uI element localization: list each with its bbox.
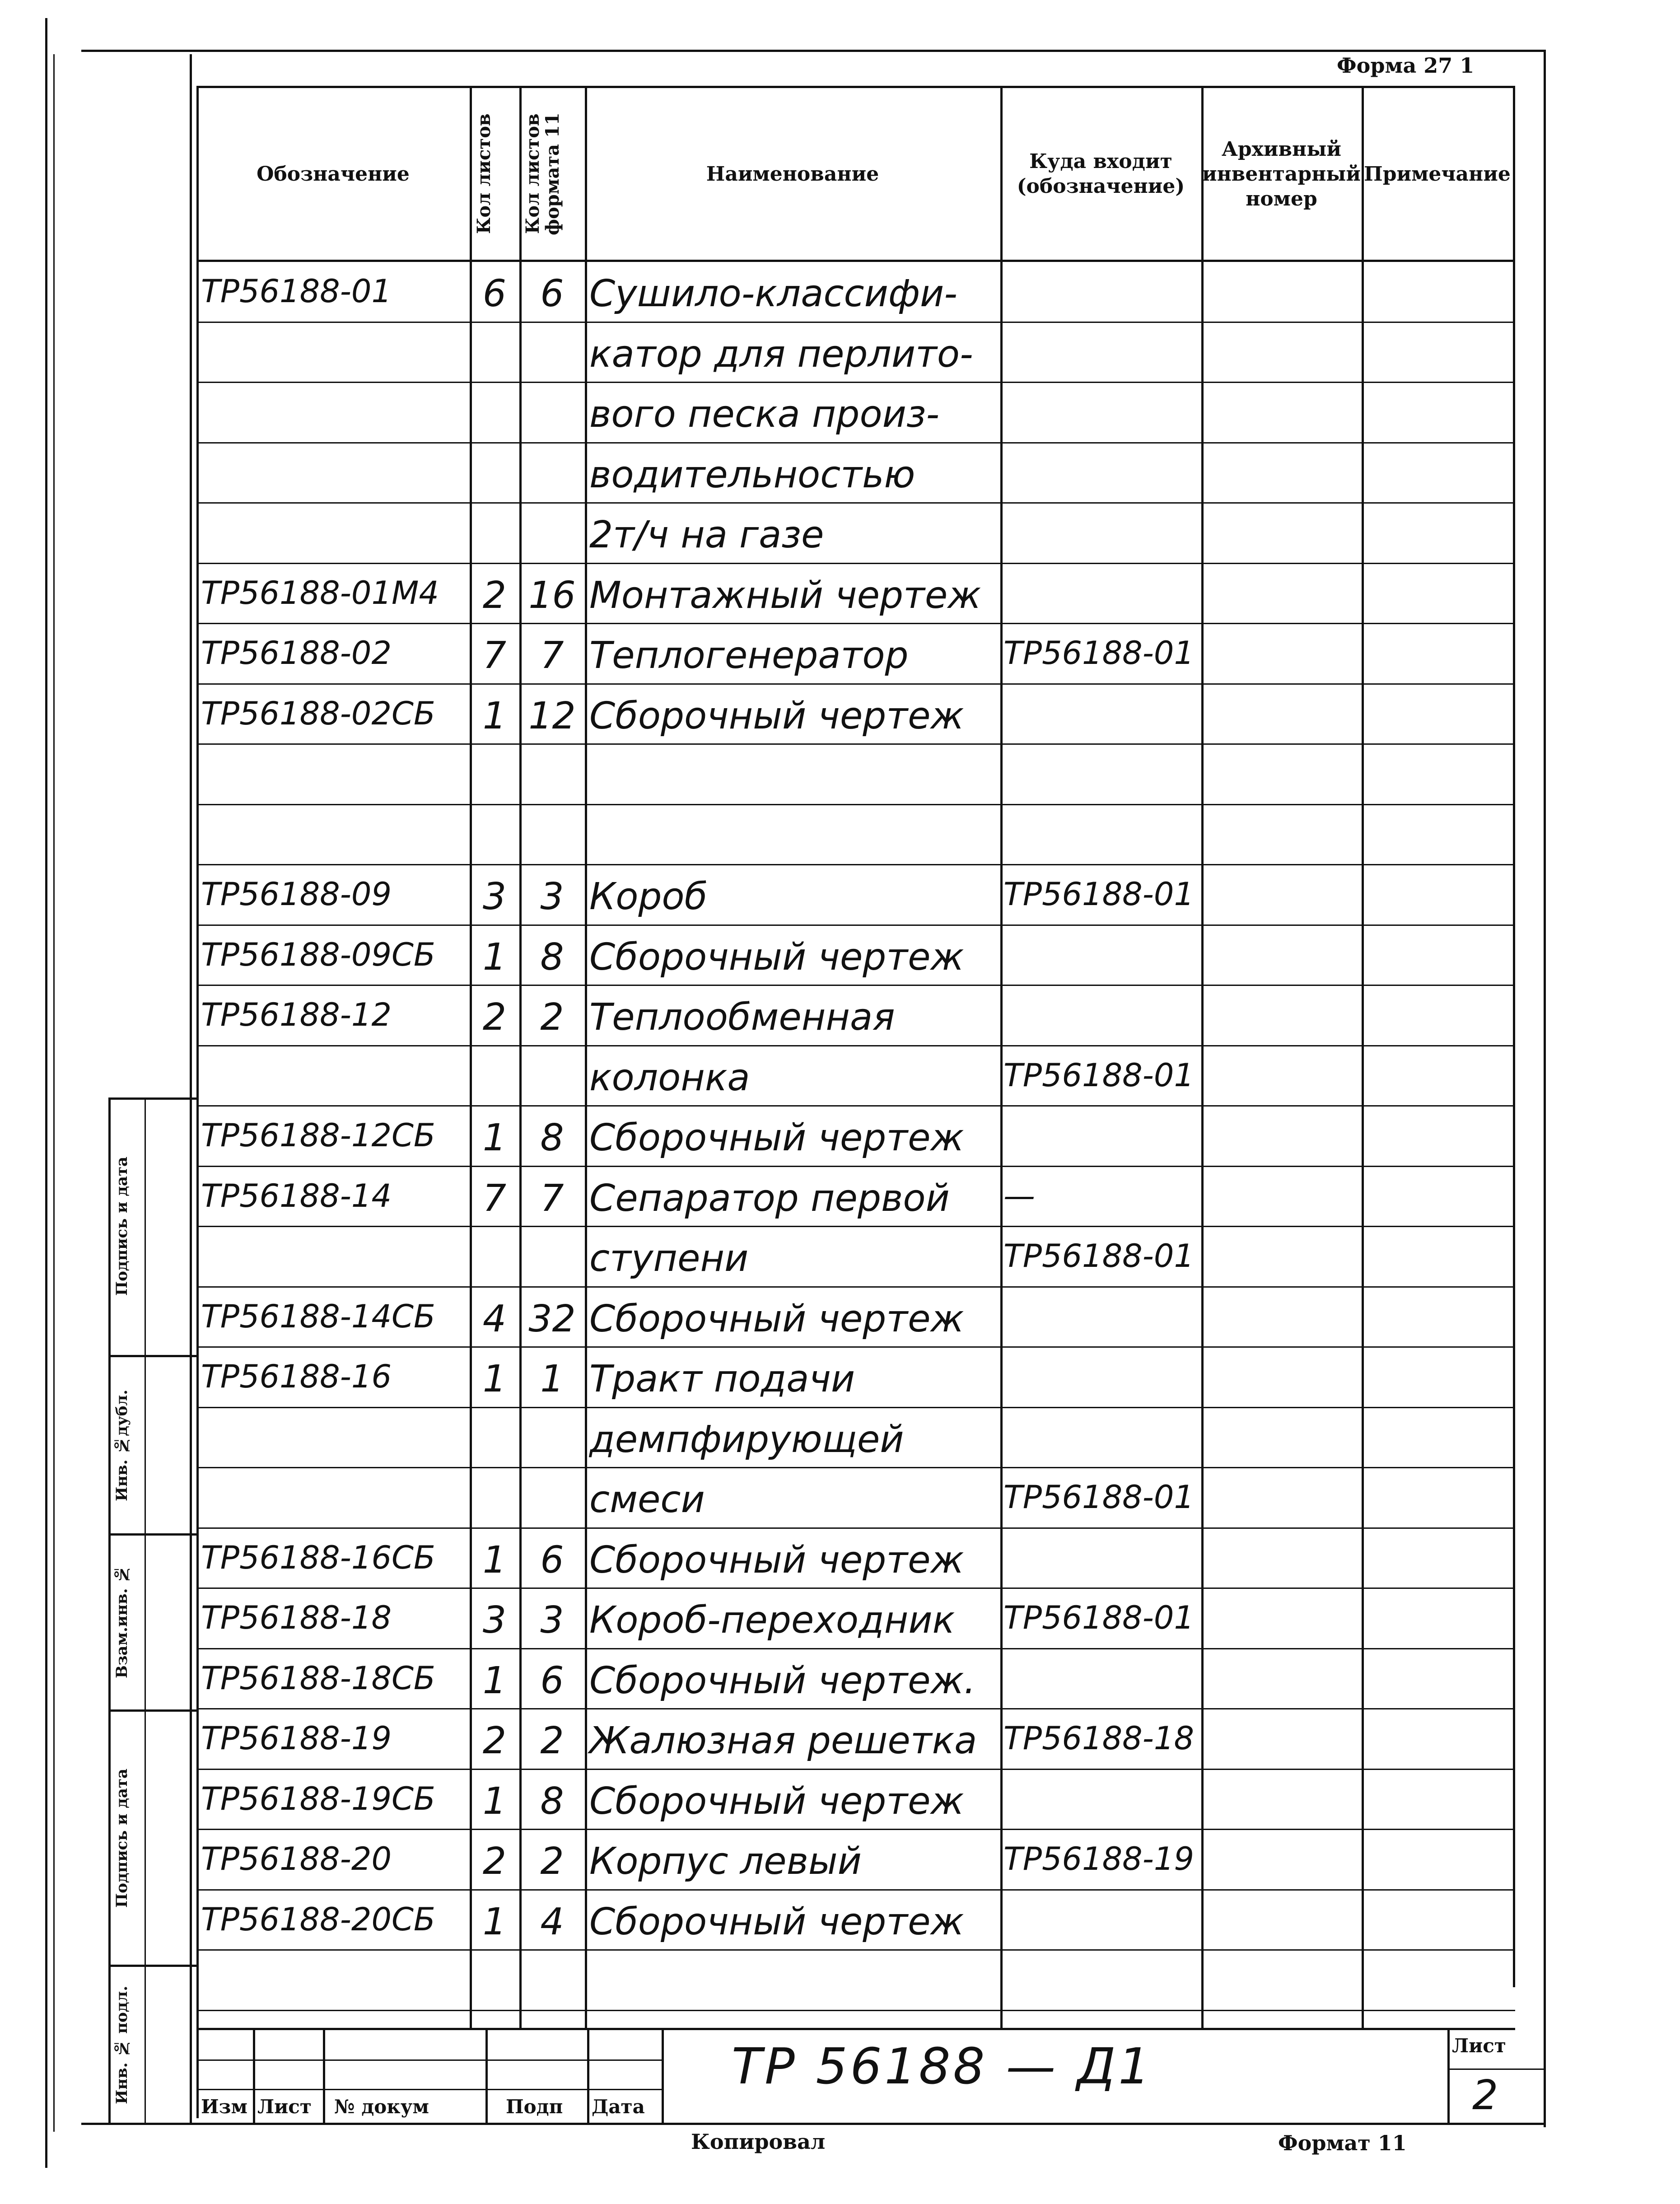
row-name: Жалюзная решетка [589, 1719, 977, 1762]
row-format-sheets: 3 [540, 875, 564, 918]
tb-doc-code: TP 56188 — Д1 [732, 2037, 1153, 2095]
row-sheets: 1 [482, 1659, 507, 1702]
row-format-sheets: 8 [540, 935, 564, 979]
row-sheets: 7 [482, 634, 507, 677]
row-line [196, 623, 1515, 624]
header-archive-number: Архивный инвентарный номер [1202, 137, 1361, 210]
row-sheets: 1 [482, 1358, 507, 1401]
row-line [196, 743, 1515, 745]
row-sheets: 2 [482, 996, 507, 1039]
table-right-line [1513, 86, 1515, 1987]
row-where-used: TP56188-01 [1003, 876, 1194, 913]
header-name: Наименование [706, 162, 879, 186]
row-sheets: 1 [482, 935, 507, 979]
row-format-sheets: 4 [540, 1900, 564, 1943]
row-name: Тракт подачи [589, 1358, 855, 1401]
row-sheets: 2 [482, 1840, 507, 1883]
row-line [196, 2010, 1515, 2011]
row-line [196, 1286, 1515, 1288]
side-podpis-data-2: Подпись и дата [113, 1769, 131, 1908]
title-block-mid-2 [196, 2089, 662, 2090]
row-designation: TP56188-16 [201, 1358, 392, 1395]
row-name: 2т/ч на газе [589, 514, 824, 556]
title-block-mid-1 [196, 2059, 662, 2061]
tb-list-label: Лист [257, 2096, 312, 2118]
row-sheets: 2 [482, 1719, 507, 1762]
frame-top-line [81, 50, 1545, 52]
row-format-sheets: 8 [540, 1116, 564, 1159]
row-designation: TP56188-01M4 [201, 574, 439, 612]
row-where-used: TP56188-01 [1003, 635, 1194, 672]
row-where-used: TP56188-19 [1003, 1840, 1194, 1877]
row-designation: TP56188-14 [201, 1177, 392, 1214]
row-line [196, 1769, 1515, 1770]
row-name: катор для перлито- [589, 332, 973, 376]
tb-sheet-label: Лист [1452, 2035, 1506, 2057]
row-where-used: TP56188-01 [1003, 1056, 1194, 1094]
header-designation: Обозначение [257, 162, 410, 186]
tb-sep-6 [1447, 2028, 1450, 2123]
tb-sep-1 [253, 2028, 255, 2123]
row-designation: TP56188-19СБ [201, 1780, 435, 1817]
row-name: Сборочный чертеж. [589, 1659, 976, 1702]
row-name: вого песка произ- [589, 393, 940, 436]
row-designation: TP56188-12СБ [201, 1117, 435, 1154]
row-line [196, 563, 1515, 564]
row-name: Сборочный чертеж [589, 1116, 964, 1159]
row-name: Теплогенератор [589, 634, 909, 677]
col-sep-6 [1362, 86, 1364, 2028]
tb-sep-5 [662, 2028, 664, 2123]
header-note: Примечание [1364, 162, 1511, 186]
row-line [196, 1527, 1515, 1529]
row-name: демпфирующей [589, 1418, 904, 1461]
side-stamp-div-1 [108, 1355, 196, 1357]
row-format-sheets: 8 [540, 1779, 564, 1823]
form-label: Форма 27 1 [1337, 53, 1475, 78]
row-line [196, 864, 1515, 865]
side-stamp-top [108, 1097, 196, 1100]
row-line [196, 322, 1515, 323]
row-sheets: 6 [482, 272, 507, 315]
row-designation: TP56188-02 [201, 635, 392, 672]
row-designation: TP56188-12 [201, 996, 392, 1033]
row-sheets: 1 [482, 694, 507, 738]
footer-copied: Копировал [691, 2129, 826, 2154]
tb-podp-label: Подп [506, 2096, 563, 2118]
tb-sep-3 [485, 2028, 488, 2123]
frame-bottom-line [81, 2123, 1545, 2125]
row-line [196, 382, 1515, 383]
row-name: ступени [589, 1237, 749, 1280]
row-format-sheets: 6 [540, 1538, 564, 1582]
col-sep-3 [585, 86, 587, 2028]
row-format-sheets: 6 [540, 1659, 564, 1702]
tb-izm-label: Изм [201, 2096, 247, 2118]
row-designation: TP56188-20СБ [201, 1900, 435, 1938]
row-where-used: TP56188-01 [1003, 1599, 1194, 1636]
row-sheets: 1 [482, 1779, 507, 1823]
footer-format: Формат 11 [1278, 2131, 1407, 2155]
row-line [196, 1467, 1515, 1468]
row-line [196, 502, 1515, 504]
table-left-line [196, 86, 199, 2118]
row-sheets: 7 [482, 1177, 507, 1220]
row-sheets: 2 [482, 574, 507, 617]
row-designation: TP56188-09СБ [201, 936, 435, 973]
row-line [196, 1829, 1515, 1830]
side-inv-podl: Инв. № подл. [113, 1985, 131, 2104]
row-sheets: 4 [482, 1297, 507, 1340]
row-sheets: 1 [482, 1538, 507, 1582]
title-block-top [196, 2028, 1515, 2030]
row-name: Теплообменная [589, 996, 895, 1039]
row-where-used: TP56188-01 [1003, 1237, 1194, 1275]
row-line [196, 1346, 1515, 1348]
row-line [196, 1166, 1515, 1167]
row-line [196, 1708, 1515, 1709]
row-format-sheets: 2 [540, 996, 564, 1039]
row-line [196, 1949, 1515, 1951]
row-line [196, 985, 1515, 986]
row-sheets: 3 [482, 1599, 507, 1642]
row-name: Короб-переходник [589, 1599, 955, 1642]
tb-data-label: Дата [592, 2096, 645, 2118]
side-stamp-left [108, 1097, 111, 2123]
row-sheets: 3 [482, 875, 507, 918]
tb-sheet-divider [1447, 2069, 1545, 2070]
row-line [196, 442, 1515, 444]
row-designation: TP56188-20 [201, 1840, 392, 1877]
row-line [196, 1407, 1515, 1408]
frame-left-line [190, 54, 192, 2123]
row-format-sheets: 1 [540, 1358, 564, 1401]
row-name: Сушило-классифи- [589, 272, 957, 315]
side-vzam-inv: Взам.инв. № [113, 1564, 131, 1678]
row-line [196, 1226, 1515, 1227]
side-podpis-data-1: Подпись и дата [113, 1157, 131, 1296]
row-format-sheets: 12 [528, 694, 576, 738]
frame-right-line [1544, 50, 1546, 2127]
header-where-used: Куда входит (обозначение) [1017, 150, 1185, 198]
row-name: Сборочный чертеж [589, 1779, 964, 1823]
row-name: Сепаратор первой [589, 1177, 950, 1220]
row-line [196, 1588, 1515, 1589]
row-format-sheets: 2 [540, 1719, 564, 1762]
row-designation: TP56188-18СБ [201, 1659, 435, 1697]
row-format-sheets: 6 [540, 272, 564, 315]
row-name: Сборочный чертеж [589, 1538, 964, 1582]
row-designation: TP56188-09 [201, 876, 392, 913]
tb-sep-2 [323, 2028, 325, 2123]
header-sheets-count: Кол листов [473, 113, 495, 234]
side-inv-dubl: Инв. №дубл. [113, 1389, 131, 1501]
row-name: Сборочный чертеж [589, 1297, 964, 1340]
row-line [196, 1648, 1515, 1649]
row-designation: TP56188-19 [201, 1720, 392, 1757]
row-where-used: — [1003, 1177, 1035, 1214]
header-bottom-line [196, 260, 1515, 262]
row-line [196, 683, 1515, 685]
binding-edge-line [45, 18, 47, 2168]
row-line [196, 925, 1515, 926]
row-designation: TP56188-02СБ [201, 695, 435, 732]
binding-edge-line-2 [53, 54, 55, 2132]
row-designation: TP56188-14СБ [201, 1298, 435, 1335]
row-sheets: 1 [482, 1116, 507, 1159]
row-line [196, 1889, 1515, 1891]
header-sheets-format: Кол листов формата 11 [522, 112, 563, 235]
tb-sep-4 [587, 2028, 589, 2123]
row-designation: TP56188-18 [201, 1599, 392, 1636]
side-stamp-div-4 [108, 1965, 196, 1967]
side-stamp-inner [145, 1097, 146, 2123]
row-designation: TP56188-16СБ [201, 1539, 435, 1576]
tb-sheet-number: 2 [1472, 2072, 1498, 2119]
row-name: Сборочный чертеж [589, 1900, 964, 1943]
row-name: Монтажный чертеж [589, 574, 981, 617]
row-format-sheets: 16 [528, 574, 576, 617]
row-name: Короб [589, 875, 708, 918]
row-name: Сборочный чертеж [589, 935, 964, 979]
row-name: смеси [589, 1478, 705, 1521]
row-sheets: 1 [482, 1900, 507, 1943]
row-line [196, 804, 1515, 805]
row-format-sheets: 2 [540, 1840, 564, 1883]
row-line [196, 1105, 1515, 1107]
row-where-used: TP56188-18 [1003, 1720, 1194, 1757]
row-format-sheets: 32 [528, 1297, 576, 1340]
row-line [196, 1045, 1515, 1046]
row-name: водительностью [589, 453, 915, 496]
row-format-sheets: 7 [540, 634, 564, 677]
row-format-sheets: 7 [540, 1177, 564, 1220]
row-designation: TP56188-01 [201, 273, 392, 310]
row-name: колонка [589, 1056, 750, 1099]
row-name: Сборочный чертеж [589, 694, 964, 738]
row-where-used: TP56188-01 [1003, 1479, 1194, 1516]
row-format-sheets: 3 [540, 1599, 564, 1642]
tb-doc-no-label: № докум [334, 2096, 429, 2118]
side-stamp-div-3 [108, 1709, 196, 1712]
row-name: Корпус левый [589, 1840, 862, 1883]
